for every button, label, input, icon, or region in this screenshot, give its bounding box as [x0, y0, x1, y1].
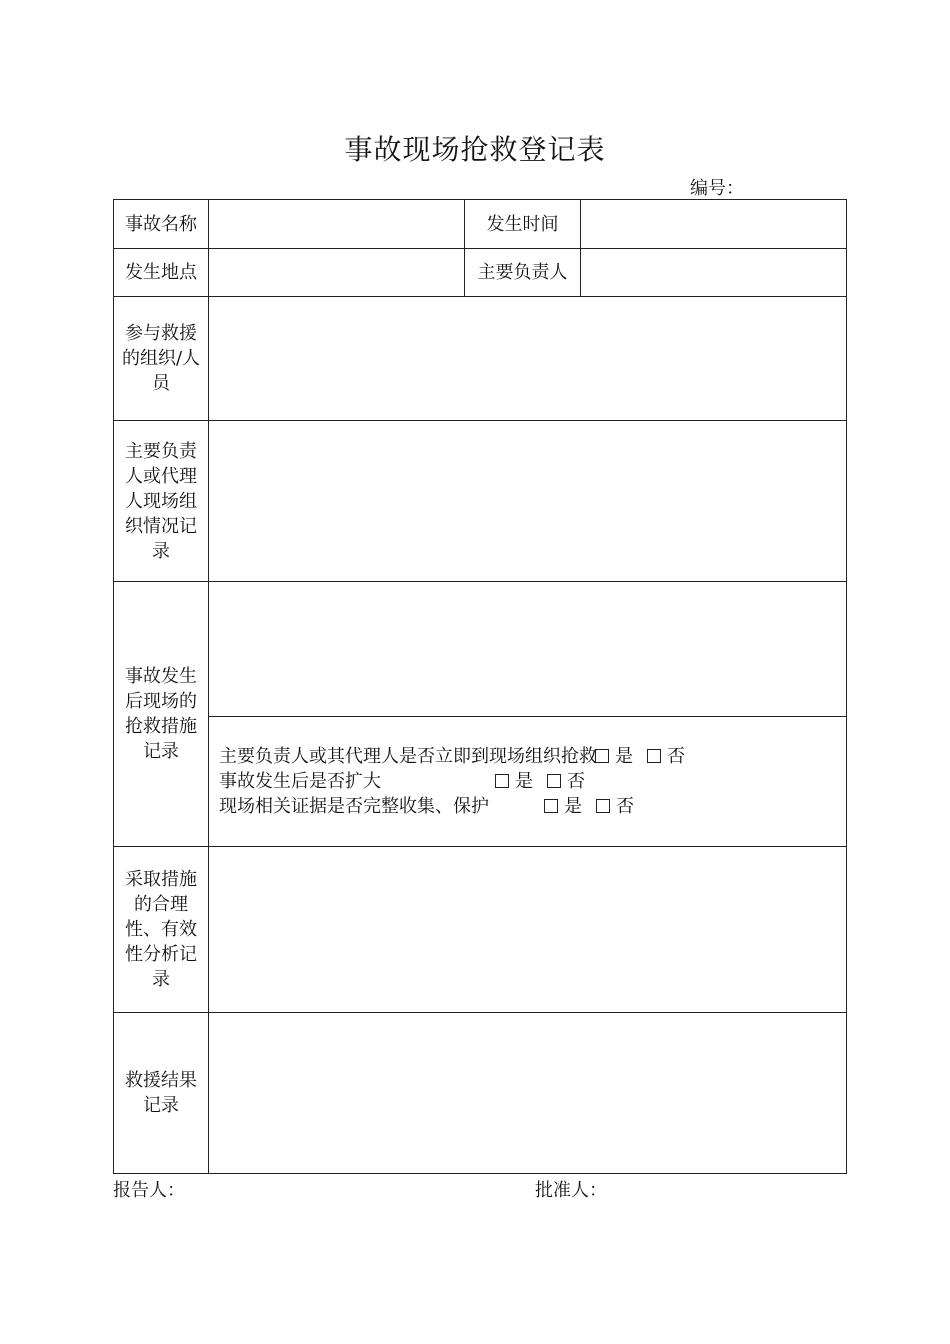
check-item	[219, 794, 846, 819]
check-options	[589, 744, 693, 769]
rescue-checklist	[209, 717, 847, 847]
accident-name-label: 事故名称	[114, 200, 209, 249]
yes-checkbox[interactable]	[495, 774, 509, 788]
check-question: 现场相关证据是否完整收集、保护	[219, 796, 489, 817]
rescue-result-field[interactable]	[209, 1013, 847, 1174]
document-number-label: 编号：	[690, 178, 744, 199]
rescue-result-label: 救援结果记录	[114, 1013, 209, 1174]
no-label: 否	[667, 746, 685, 767]
rescue-participants-label: 参与救援的组织/人员	[114, 297, 209, 421]
yes-checkbox[interactable]	[595, 749, 609, 763]
check-options	[538, 794, 642, 819]
yes-checkbox[interactable]	[544, 799, 558, 813]
no-label: 否	[616, 796, 634, 817]
rescue-participants-field[interactable]	[209, 297, 847, 421]
no-checkbox[interactable]	[647, 749, 661, 763]
yes-label: 是	[564, 796, 582, 817]
no-checkbox[interactable]	[596, 799, 610, 813]
check-options	[489, 769, 593, 794]
approver-label: 批准人：	[535, 1180, 607, 1201]
organization-record-label: 主要负责人或代理人现场组织情况记录	[114, 421, 209, 582]
measures-analysis-label: 采取措施的合理性、有效性分析记录	[114, 847, 209, 1013]
occurrence-time-label: 发生时间	[465, 200, 581, 249]
accident-name-field[interactable]	[209, 200, 465, 249]
yes-label: 是	[615, 746, 633, 767]
rescue-measures-label: 事故发生后现场的抢救措施记录	[114, 582, 209, 847]
no-label: 否	[567, 771, 585, 792]
check-item	[219, 744, 846, 769]
no-checkbox[interactable]	[547, 774, 561, 788]
person-in-charge-label: 主要负责人	[465, 249, 581, 297]
check-question: 事故发生后是否扩大	[219, 771, 381, 792]
reporter-label: 报告人：	[113, 1180, 185, 1201]
form-title: 事故现场抢救登记表	[344, 133, 606, 166]
organization-record-field[interactable]	[209, 421, 847, 582]
location-field[interactable]	[209, 249, 465, 297]
location-label: 发生地点	[114, 249, 209, 297]
check-item	[219, 769, 846, 794]
occurrence-time-field[interactable]	[581, 200, 847, 249]
person-in-charge-field[interactable]	[581, 249, 847, 297]
rescue-measures-field[interactable]	[209, 582, 847, 717]
rescue-registration-table	[113, 199, 847, 1174]
measures-analysis-field[interactable]	[209, 847, 847, 1013]
check-question: 主要负责人或其代理人是否立即到现场组织抢救	[219, 746, 597, 767]
yes-label: 是	[515, 771, 533, 792]
